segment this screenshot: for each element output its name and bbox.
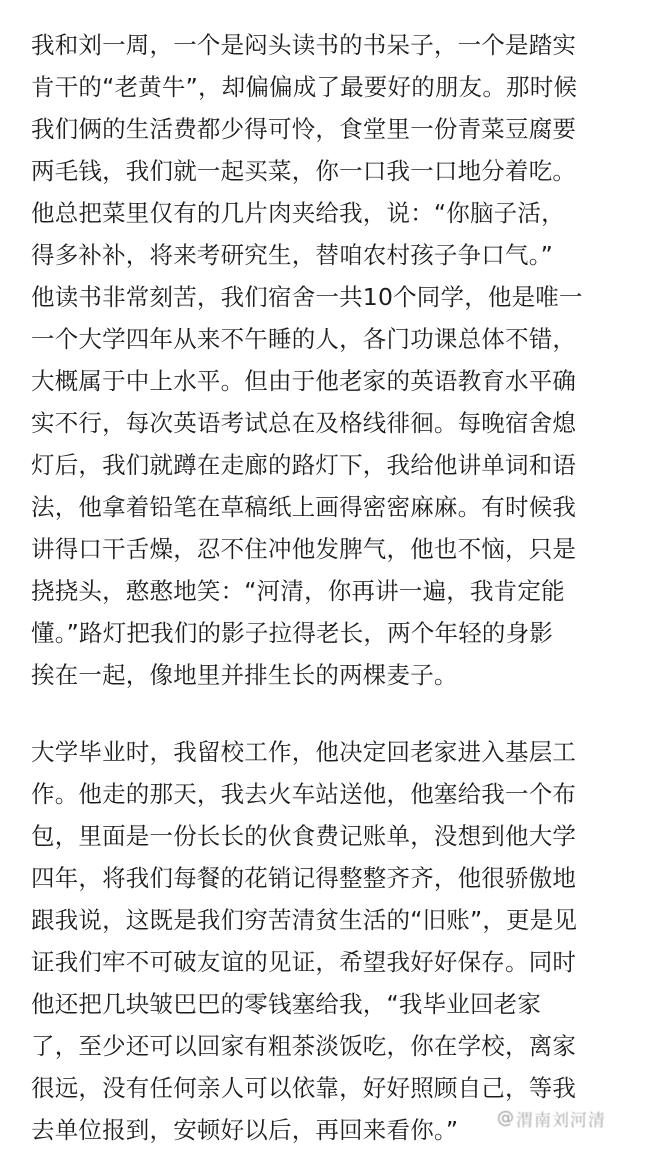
- text-line: 灯后，我们就蹲在走廊的路灯下，我给他讲单词和语: [31, 451, 577, 479]
- text-line: 他读书非常刻苦，我们宿舍一共10个同学，他是唯一: [31, 283, 583, 311]
- text-line: 两毛钱，我们就一起买菜，你一口我一口地分着吃。: [31, 157, 577, 185]
- text-line: 去单位报到，安顿好以后，再回来看你。”: [31, 1116, 459, 1144]
- watermark-text: 渭南刘河清: [516, 1110, 606, 1131]
- text-line: 我们俩的生活费都少得可怜，食堂里一份青菜豆腐要: [31, 115, 577, 143]
- text-line: 法，他拿着铅笔在草稿纸上画得密密麻麻。有时候我: [31, 493, 577, 521]
- text-line: 一个大学四年从来不午睡的人，各门功课总体不错，: [31, 325, 577, 353]
- text-line: 肯干的“老黄牛”，却偏偏成了最要好的朋友。那时候: [31, 73, 578, 101]
- author-watermark: [497, 1104, 606, 1132]
- text-line: 作。他走的那天，我去火车站送他，他塞给我一个布: [31, 780, 577, 808]
- watermark-at-sign: @: [497, 1108, 514, 1128]
- text-line: 挨在一起，像地里并排生长的两棵麦子。: [31, 661, 458, 689]
- text-line: 懂。”路灯把我们的影子拉得老长，两个年轻的身影: [31, 619, 554, 647]
- text-line: 大学毕业时，我留校工作，他决定回老家进入基层工: [31, 738, 577, 766]
- text-line: 包，里面是一份长长的伙食费记账单，没想到他大学: [31, 822, 577, 850]
- text-line: 大概属于中上水平。但由于他老家的英语教育水平确: [31, 367, 577, 395]
- text-line: 讲得口干舌燥，忍不住冲他发脾气，他也不恼，只是: [31, 535, 577, 563]
- text-line: 我和刘一周，一个是闷头读书的书呆子，一个是踏实: [31, 31, 577, 59]
- text-line: 他还把几块皱巴巴的零钱塞给我，“我毕业回老家: [31, 990, 542, 1018]
- text-line: 他总把菜里仅有的几片肉夹给我，说：“你脑子活，: [31, 199, 565, 227]
- text-line: 证我们牢不可破友谊的见证，希望我好好保存。同时: [31, 948, 577, 976]
- text-line: 得多补补，将来考研究生，替咱农村孩子争口气。”: [31, 241, 554, 269]
- text-line: 实不行，每次英语考试总在及格线徘徊。每晚宿舍熄: [31, 409, 577, 437]
- text-line: 跟我说，这既是我们穷苦清贫生活的“旧账”，更是见: [31, 906, 578, 934]
- text-line: 四年，将我们每餐的花销记得整整齐齐，他很骄傲地: [31, 864, 577, 892]
- text-line: 挠挠头，憨憨地笑：“河清，你再讲一遍，我肯定能: [31, 577, 565, 605]
- text-line: 很远，没有任何亲人可以依靠，好好照顾自己，等我: [31, 1074, 577, 1102]
- text-line: 了，至少还可以回家有粗茶淡饭吃，你在学校，离家: [31, 1032, 577, 1060]
